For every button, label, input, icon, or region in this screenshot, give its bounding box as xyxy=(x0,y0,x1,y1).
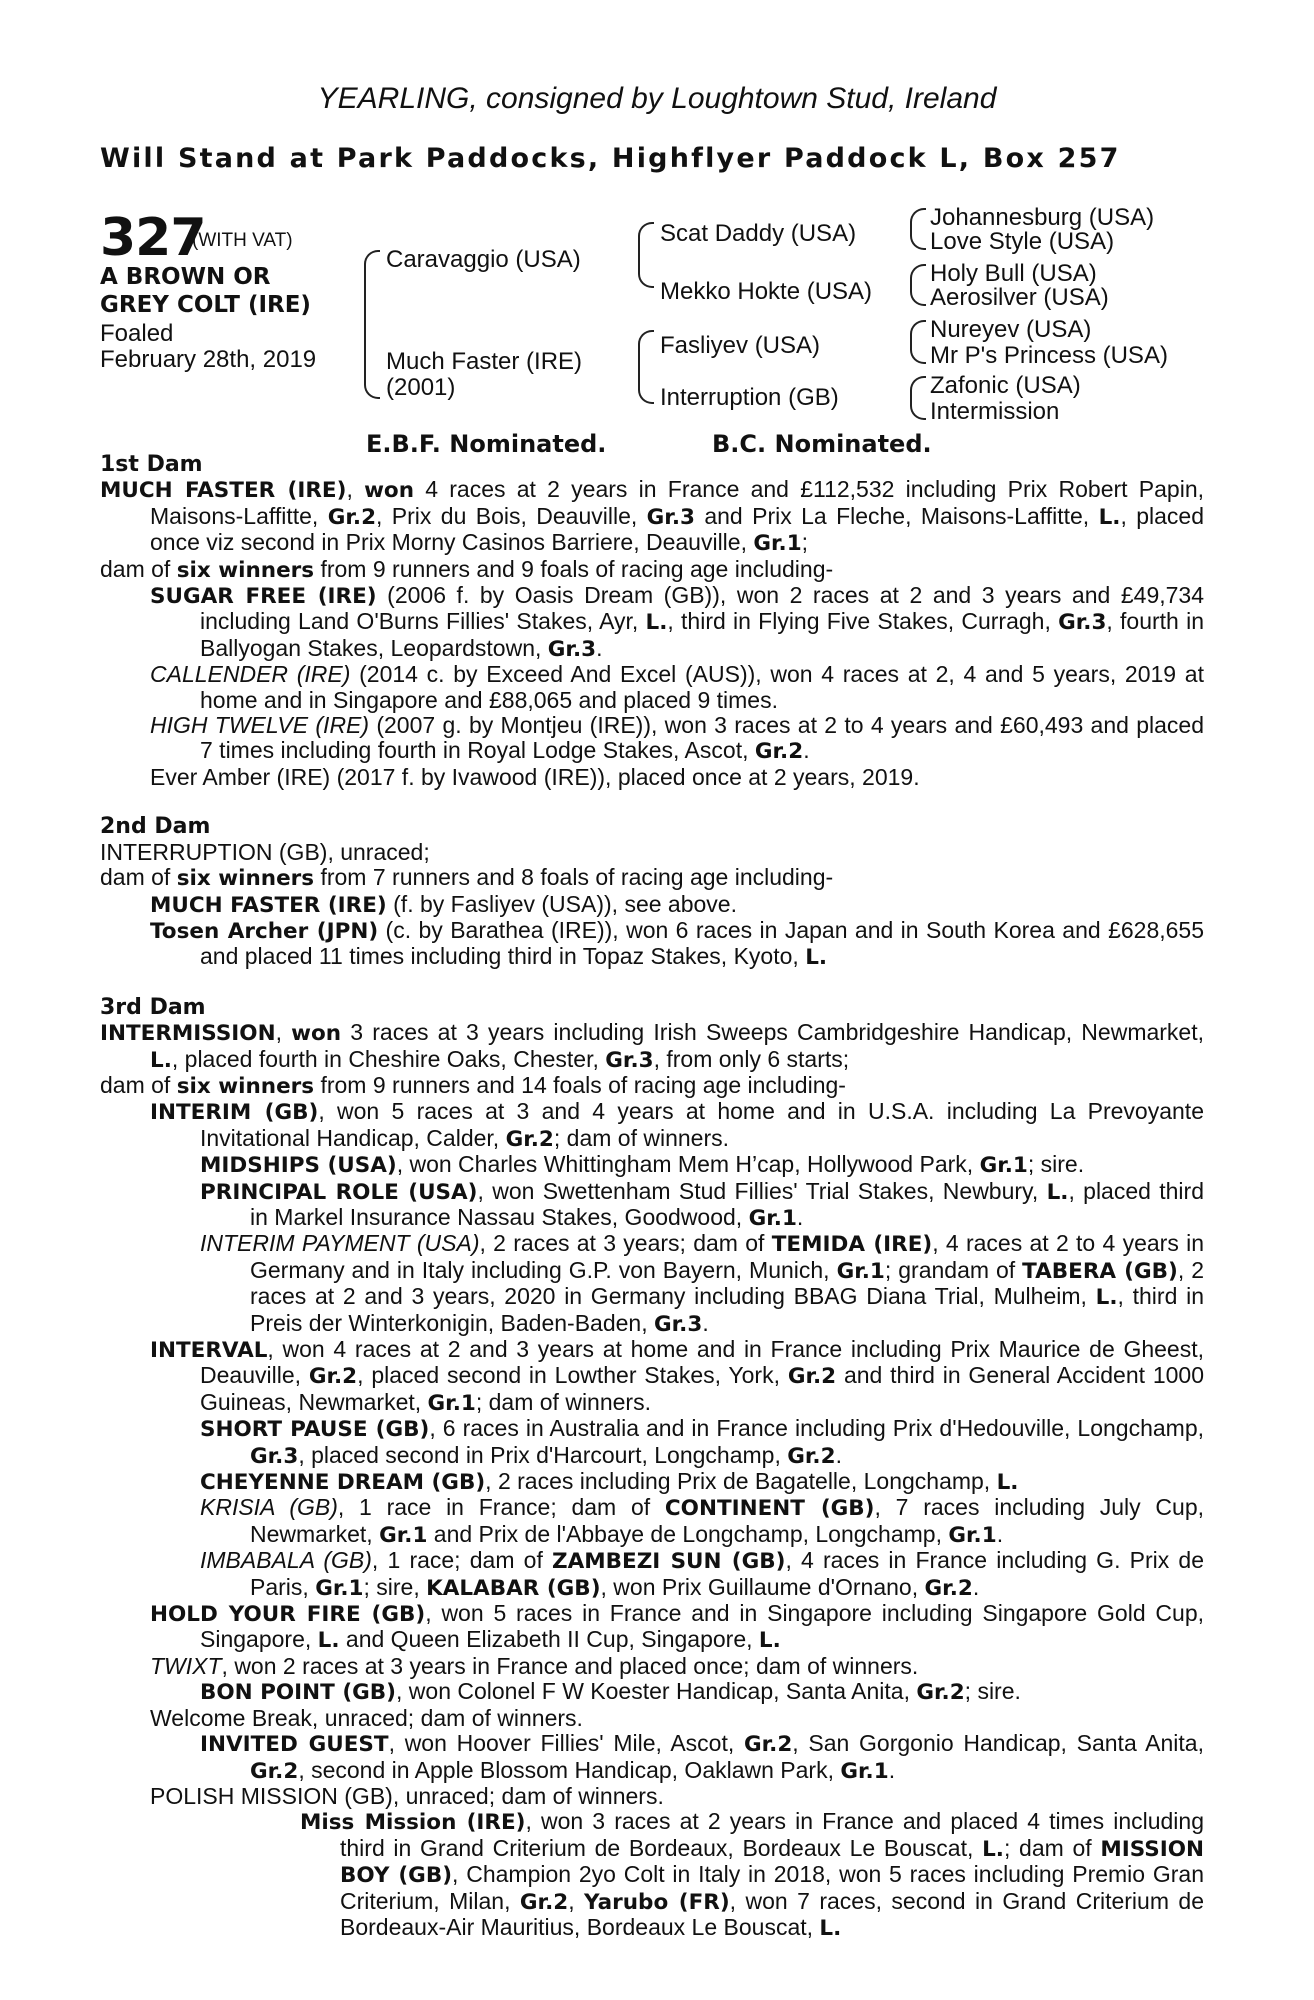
consignor-line: YEARLING, consigned by Loughtown Stud, Ireland xyxy=(317,82,997,115)
dam-record: MUCH FASTER (IRE), won 4 races at 2 years in France and £112,532 including Prix Robert Papin, Maisons-Laffitte, Gr.2, Prix du Bois, Deauville, Gr.3 and Prix La Fleche, Maisons-Laffitte, L., placed once viz second in Prix Morny Casinos Barriere, Deauville, Gr.1; xyxy=(100,476,1205,557)
produce-entry: CALLENDER (IRE) (2014 c. by Exceed And Excel (AUS)), won 4 races at 2, 4 and 5 years, 2019 at home and in Singapore and £88,065 and placed 9 times. xyxy=(150,661,1204,713)
pedigree-brace xyxy=(910,320,926,364)
second-dam-heading: 2nd Dam xyxy=(100,814,211,840)
produce-entry: Welcome Break, unraced; dam of winners. xyxy=(150,1704,583,1731)
dam: Much Faster (IRE) xyxy=(386,348,583,375)
produce-entry: Ever Amber (IRE) (2017 f. by Ivawood (IRE)), placed once at 2 years, 2019. xyxy=(150,763,920,790)
produce-entry: HOLD YOUR FIRE (GB), won 5 races in France and in Singapore including Singapore Gold Cup, Singapore, L. and Queen Elizabeth II Cup, Singapore, L. xyxy=(150,1600,1205,1654)
pedigree-brace xyxy=(910,376,926,420)
produce-entry: IMBABALA (GB), 1 race; dam of ZAMBEZI SUN (GB), 4 races in France including G. Prix de Paris, Gr.1; sire, KALABAR (GB), won Prix Guillaume d'Ornano, Gr.2. xyxy=(200,1547,1204,1601)
produce-summary: dam of six winners from 9 runners and 9 foals of racing age including- xyxy=(100,555,834,583)
produce-entry: PRINCIPAL ROLE (USA), won Swettenham Stud Fillies' Trial Stakes, Newbury, L., placed third in Markel Insurance Nassau Stakes, Goodwood, Gr.1. xyxy=(200,1177,1204,1231)
produce-entry: MIDSHIPS (USA), won Charles Whittingham Mem H’cap, Hollywood Park, Gr.1; sire. xyxy=(200,1151,1085,1179)
produce-entry: SHORT PAUSE (GB), 6 races in Australia and in France including Prix d'Hedouville, Longchamp, Gr.3, placed second in Prix d'Harcourt, Longchamp, Gr.2. xyxy=(200,1415,1204,1469)
pedigree-block xyxy=(0,200,1314,460)
great-grandparent-7: Zafonic (USA) xyxy=(930,372,1081,399)
produce-summary: dam of six winners from 9 runners and 14 foals of racing age including- xyxy=(100,1071,846,1099)
dam-record: INTERRUPTION (GB), unraced; xyxy=(100,838,430,865)
great-grandparent-1: Johannesburg (USA) xyxy=(930,204,1155,231)
great-grandparent-8: Intermission xyxy=(930,398,1060,425)
pedigree-brace xyxy=(638,330,654,404)
produce-entry: BON POINT (GB), won Colonel F W Koester Handicap, Santa Anita, Gr.2; sire. xyxy=(200,1678,1021,1706)
lot-number: 327 xyxy=(100,208,206,268)
pedigree-brace xyxy=(910,264,926,306)
dam-sire: Fasliyev (USA) xyxy=(660,332,821,359)
produce-entry: Miss Mission (IRE), won 3 races at 2 years in France and placed 4 times including third in Grand Criterium de Bordeaux, Bordeaux Le Bouscat, L.; dam of MISSION BOY (GB), Champion 2yo Colt in Italy in 2018, won 5 races including Premio Gran Criterium, Milan, Gr.2, Yarubo (FR), won 7 races, second in Grand Criterium de Bordeaux-Air Mauritius, Bordeaux Le Bouscat, L. xyxy=(300,1808,1205,1941)
ebf-nomination: E.B.F. Nominated. xyxy=(366,430,607,458)
produce-entry: CHEYENNE DREAM (GB), 2 races including Prix de Bagatelle, Longchamp, L. xyxy=(200,1468,1019,1496)
produce-entry: SUGAR FREE (IRE) (2006 f. by Oasis Dream (GB)), won 2 races at 2 and 3 years and £49,734 including Land O'Burns Fillies' Stakes, Ayr, L., third in Flying Five Stakes, Curragh, Gr.3, fourth in Ballyogan Stakes, Leopardstown, Gr.3. xyxy=(150,582,1204,662)
foaled-date: February 28th, 2019 xyxy=(100,346,317,373)
produce-entry: INTERVAL, won 4 races at 2 and 3 years at home and in France including Prix Maurice de Gheest, Deauville, Gr.2, placed second in Lowther Stakes, York, Gr.2 and third in General Accident 1000 Guineas, Newmarket, Gr.1; dam of winners. xyxy=(150,1336,1205,1416)
produce-entry: INVITED GUEST, won Hoover Fillies' Mile, Ascot, Gr.2, San Gorgonio Handicap, Santa Anita, Gr.2, second in Apple Blossom Handicap, Oaklawn Park, Gr.1. xyxy=(200,1730,1204,1784)
pedigree-brace xyxy=(638,222,654,288)
vat-note: (WITH VAT) xyxy=(192,230,293,251)
produce-entry: INTERIM PAYMENT (USA), 2 races at 3 years; dam of TEMIDA (IRE), 4 races at 2 to 4 years in Germany and in Italy including G.P. von Bayern, Munich, Gr.1; grandam of TABERA (GB), 2 races at 2 and 3 years, 2020 in Germany including BBAG Diana Trial, Mulheim, L., third in Preis der Winterkonigin, Baden-Baden, Gr.3. xyxy=(200,1230,1205,1337)
horse-description-1: A BROWN OR xyxy=(100,264,271,290)
sire-sire: Scat Daddy (USA) xyxy=(660,220,857,247)
dam-record: INTERMISSION, won 3 races at 3 years including Irish Sweeps Cambridgeshire Handicap, Newmarket, L., placed fourth in Cheshire Oaks, Chester, Gr.3, from only 6 starts; xyxy=(100,1019,1205,1073)
pedigree-brace xyxy=(910,208,926,250)
sire: Caravaggio (USA) xyxy=(386,246,581,273)
horse-description-2: GREY COLT (IRE) xyxy=(100,292,311,318)
produce-entry: Tosen Archer (JPN) (c. by Barathea (IRE)), won 6 races in Japan and in South Korea and £628,655 and placed 11 times including third in Topaz Stakes, Kyoto, L. xyxy=(150,916,1204,971)
dam-year: (2001) xyxy=(386,374,456,401)
third-dam-heading: 3rd Dam xyxy=(100,994,206,1020)
great-grandparent-4: Aerosilver (USA) xyxy=(930,284,1109,311)
location-line: Will Stand at Park Paddocks, Highflyer Paddock L, Box 257 xyxy=(100,143,1121,174)
great-grandparent-5: Nureyev (USA) xyxy=(930,316,1092,343)
produce-entry: POLISH MISSION (GB), unraced; dam of winners. xyxy=(150,1782,664,1809)
great-grandparent-2: Love Style (USA) xyxy=(930,228,1115,255)
foaled-label: Foaled xyxy=(100,320,174,347)
great-grandparent-3: Holy Bull (USA) xyxy=(930,260,1097,287)
produce-entry: INTERIM (GB), won 5 races at 3 and 4 years at home and in U.S.A. including La Prevoyante Invitational Handicap, Calder, Gr.2; dam of winners. xyxy=(150,1098,1204,1152)
pedigree-brace xyxy=(364,250,380,399)
sire-dam: Mekko Hokte (USA) xyxy=(660,278,873,305)
produce-entry: TWIXT, won 2 races at 3 years in France and placed once; dam of winners. xyxy=(150,1652,919,1679)
produce-entry: HIGH TWELVE (IRE) (2007 g. by Montjeu (IRE)), won 3 races at 2 to 4 years and £60,493 and placed 7 times including fourth in Royal Lodge Stakes, Ascot, Gr.2. xyxy=(150,712,1204,765)
produce-entry: KRISIA (GB), 1 race in France; dam of CONTINENT (GB), 7 races including July Cup, Newmarket, Gr.1 and Prix de l'Abbaye de Longchamp, Longchamp, Gr.1. xyxy=(200,1494,1205,1548)
family-notes xyxy=(100,452,1204,1941)
dam-dam: Interruption (GB) xyxy=(660,384,839,411)
produce-summary: dam of six winners from 7 runners and 8 foals of racing age including- xyxy=(100,864,834,892)
produce-entry: MUCH FASTER (IRE) (f. by Fasliyev (USA)), see above. xyxy=(150,890,737,918)
bc-nomination: B.C. Nominated. xyxy=(712,430,932,458)
great-grandparent-6: Mr P's Princess (USA) xyxy=(930,342,1168,369)
first-dam-heading: 1st Dam xyxy=(100,452,203,477)
